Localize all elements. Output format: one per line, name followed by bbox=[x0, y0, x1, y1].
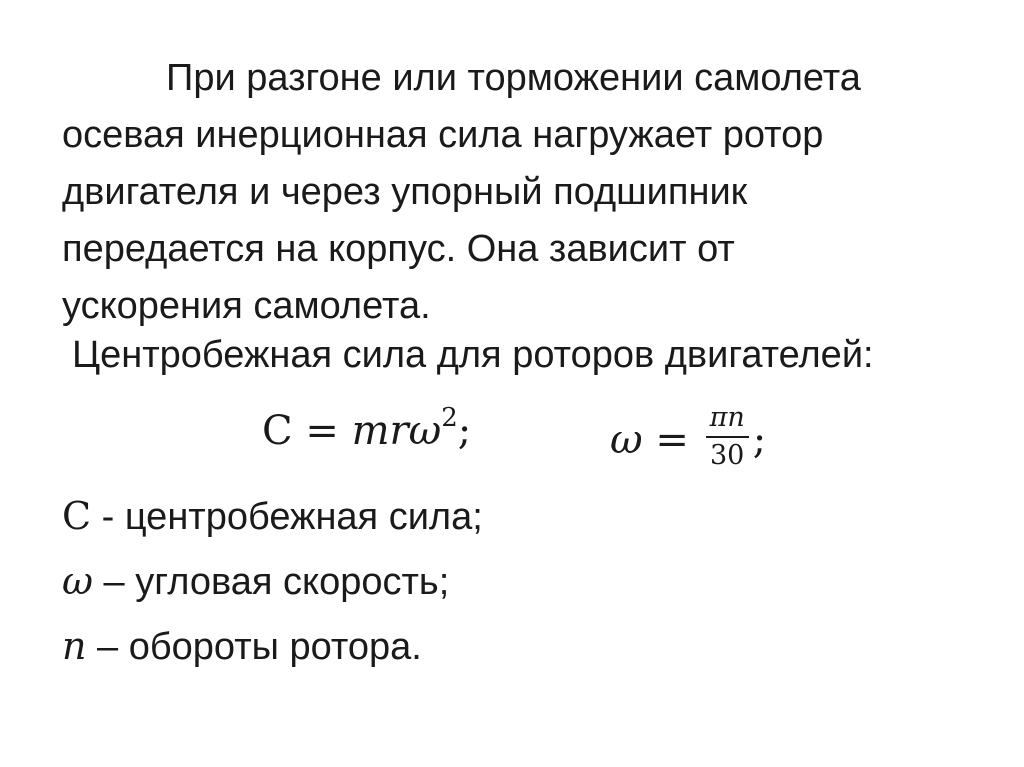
definition-text: – обороты ротора. bbox=[86, 626, 422, 668]
definition-symbol: n bbox=[62, 624, 87, 668]
formula-lhs: ω bbox=[610, 417, 643, 463]
formula-exponent: 2 bbox=[441, 403, 458, 433]
definition-item bbox=[62, 614, 483, 679]
fraction-numerator: πn bbox=[709, 402, 745, 433]
formula-lhs: C bbox=[262, 408, 293, 454]
definition-symbol: C bbox=[62, 494, 92, 538]
paragraph-line: двигателя и через упорный подшипник bbox=[62, 171, 748, 213]
definition-text: – угловая скорость; bbox=[93, 561, 450, 603]
paragraph-line: ускорения самолета. bbox=[62, 285, 431, 327]
definition-text: - центробежная сила; bbox=[91, 496, 483, 538]
definition-symbol: ω bbox=[62, 559, 93, 603]
fraction-denominator: 30 bbox=[709, 440, 745, 471]
subheading: Центробежная сила для роторов двигателей: bbox=[72, 334, 874, 376]
paragraph-line: передается на корпус. Она зависит от bbox=[62, 228, 735, 270]
angular-velocity-formula bbox=[610, 402, 767, 478]
definition-item bbox=[62, 484, 483, 549]
formula-equals: = bbox=[642, 417, 702, 463]
definition-item bbox=[62, 549, 483, 614]
formula-end: ; bbox=[457, 408, 472, 454]
formula-equals: = bbox=[292, 408, 352, 454]
paragraph-line: осевая инерционная сила нагружает ротор bbox=[62, 114, 824, 156]
fraction-bar bbox=[706, 436, 749, 438]
formula-end: ; bbox=[752, 417, 767, 463]
intro-paragraph bbox=[62, 50, 962, 335]
centrifugal-force-formula bbox=[262, 403, 472, 454]
definitions-list bbox=[62, 484, 483, 679]
fraction bbox=[706, 402, 749, 472]
paragraph-line: При разгоне или торможении самолета bbox=[166, 57, 861, 99]
formula-row bbox=[0, 400, 1024, 480]
formula-rhs: mrω bbox=[351, 408, 442, 454]
